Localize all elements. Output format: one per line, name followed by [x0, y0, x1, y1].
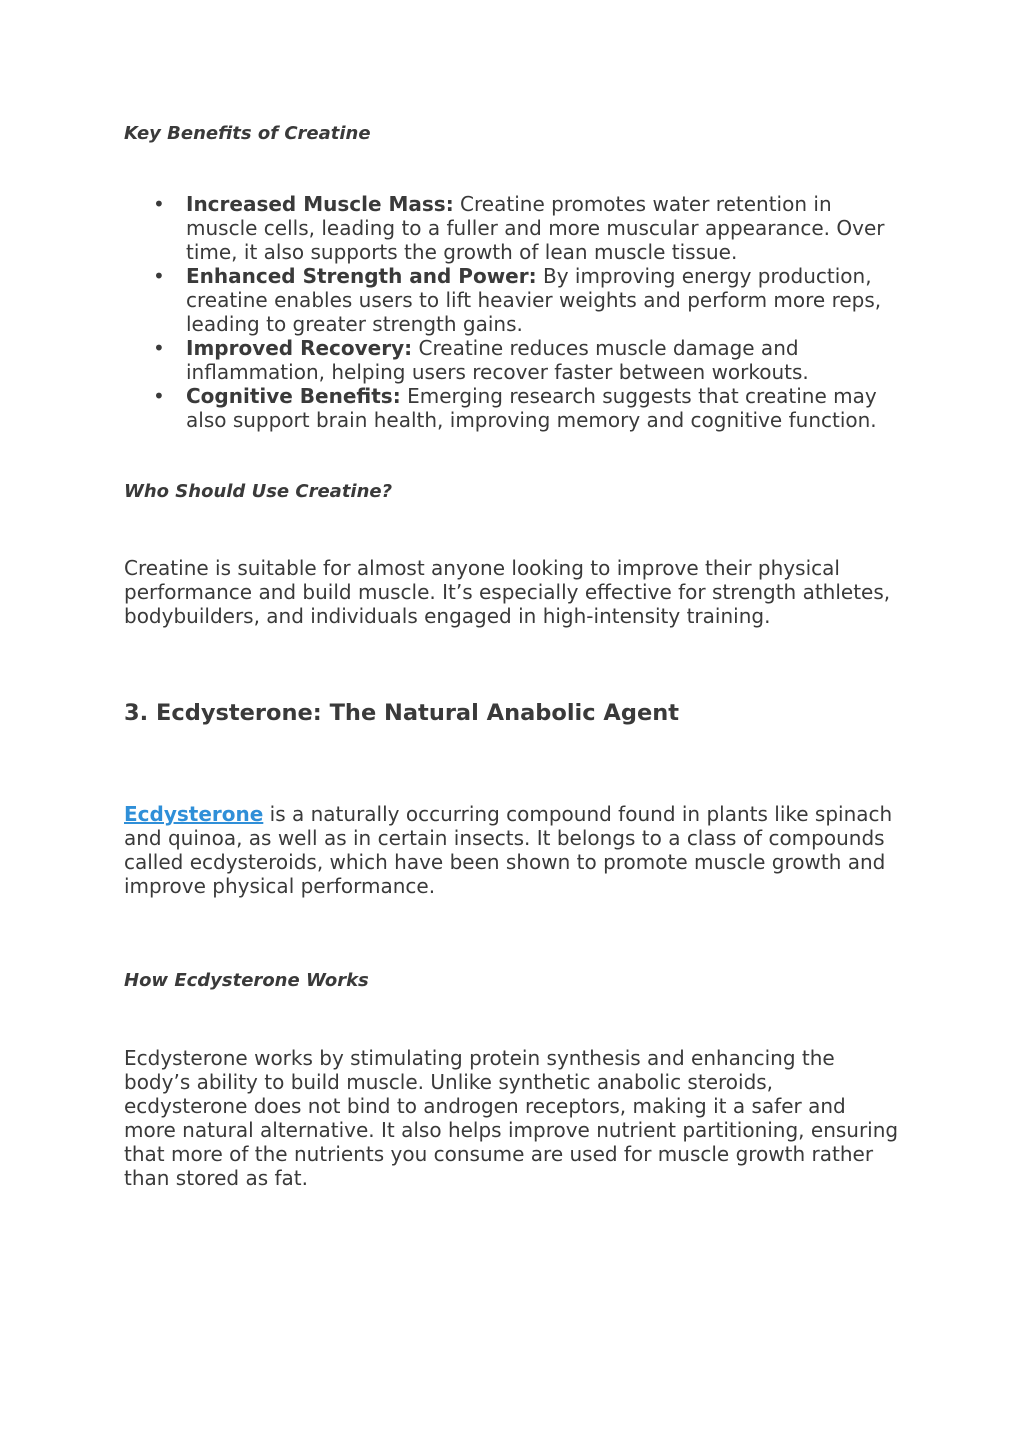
list-item	[124, 192, 904, 264]
ecdysterone-intro-text: is a naturally occurring compound found in plants like spinach and quinoa, as well as in certain insects. It belongs to a class of compounds called ecdysteroids, which have been shown to promote muscle growth and improve physical performance.	[124, 802, 893, 898]
benefit-text: By improving energy production, creatine enables users to lift heavier weights and perform more reps, leading to greater strength gains.	[186, 264, 882, 336]
who-should-use-paragraph: Creatine is suitable for almost anyone looking to improve their physical performance and build muscle. It’s especially effective for strength athletes, bodybuilders, and individuals engaged in high-intensity training.	[124, 556, 891, 628]
bullet-icon: •	[153, 192, 165, 216]
benefit-term: Increased Muscle Mass:	[186, 192, 454, 216]
bullet-icon: •	[153, 384, 165, 408]
creatine-benefits-list	[124, 192, 904, 432]
list-item	[124, 384, 904, 432]
benefit-text: Creatine reduces muscle damage and inflammation, helping users recover faster between workouts.	[186, 336, 809, 384]
bullet-icon: •	[153, 264, 165, 288]
key-benefits-heading: Key Benefits of Creatine	[124, 123, 371, 144]
benefit-text: Emerging research suggests that creatine may also support brain health, improving memory and cognitive function.	[186, 384, 877, 432]
how-ecdysterone-works-heading: How Ecdysterone Works	[124, 970, 369, 991]
benefit-text: Creatine promotes water retention in muscle cells, leading to a fuller and more muscular appearance. Over time, it also supports the growth of lean muscle tissue.	[186, 192, 885, 264]
benefit-term: Cognitive Benefits:	[186, 384, 401, 408]
who-should-use-heading: Who Should Use Creatine?	[124, 481, 393, 502]
ecdysterone-section-title: 3. Ecdysterone: The Natural Anabolic Agent	[124, 700, 679, 726]
benefit-term: Improved Recovery:	[186, 336, 413, 360]
bullet-icon: •	[153, 336, 165, 360]
ecdysterone-link[interactable]: Ecdysterone	[124, 802, 264, 826]
list-item	[124, 336, 904, 384]
ecdysterone-intro-paragraph	[124, 802, 899, 898]
list-item	[124, 264, 904, 336]
benefit-term: Enhanced Strength and Power:	[186, 264, 537, 288]
how-ecdysterone-works-paragraph: Ecdysterone works by stimulating protein synthesis and enhancing the body’s ability to build muscle. Unlike synthetic anabolic steroids, ecdysterone does not bind to androgen receptors, making it a safer and more natural alternative. It also helps improve nutrient partitioning, ensuring that more of the nutrients you consume are used for muscle growth rather than stored as fat.	[124, 1046, 899, 1190]
